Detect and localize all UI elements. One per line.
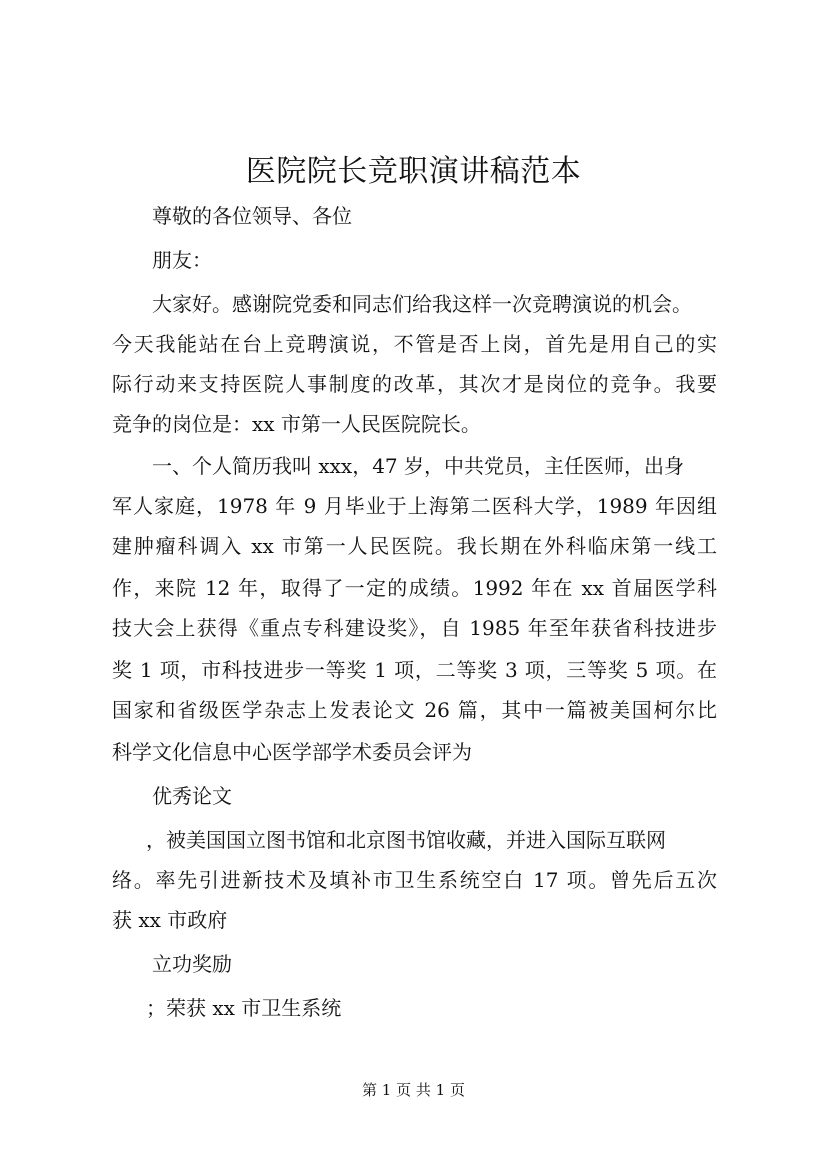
paragraph-line: 作，来院 12 年，取得了一定的成绩。1992 年在 xx 首届医学科 — [112, 576, 717, 600]
paragraph-line: 一、个人简历我叫 xxx，47 岁，中共党员，主任医师，出身 — [152, 454, 685, 478]
page-footer: 第 1 页 共 1 页 — [362, 1081, 465, 1099]
paragraph-line: 技大会上获得《重点专科建设奖》，自 1985 年至年获省科技进步 — [112, 616, 717, 640]
paragraph-line: 大家好。感谢院党委和同志们给我这样一次竞聘演说的机会。 — [152, 292, 692, 316]
paragraph-line: 国家和省级医学杂志上发表论文 26 篇，其中一篇被美国柯尔比 — [112, 698, 717, 722]
line-salutation-1: 尊敬的各位领导、各位 — [152, 204, 352, 228]
paragraph-line: 优秀论文 — [152, 784, 232, 808]
document-title: 医院院长竞职演讲稿范本 — [245, 154, 582, 189]
paragraph-line: 际行动来支持医院人事制度的改革，其次才是岗位的竞争。我要 — [112, 372, 717, 396]
paragraph-line: 军人家庭，1978 年 9 月毕业于上海第二医科大学，1989 年因组 — [112, 494, 717, 518]
paragraph-line: 科学文化信息中心医学部学术委员会评为 — [112, 740, 472, 764]
paragraph-line: 竞争的岗位是：xx 市第一人民医院院长。 — [112, 412, 481, 436]
line-salutation-2: 朋友： — [152, 248, 212, 272]
paragraph-line: 络。率先引进新技术及填补市卫生系统空白 17 项。曾先后五次 — [112, 868, 717, 892]
paragraph-line: 立功奖励 — [152, 952, 232, 976]
paragraph-line: ；荣获 xx 市卫生系统 — [146, 996, 342, 1020]
paragraph-line: 奖 1 项，市科技进步一等奖 1 项，二等奖 3 项，三等奖 5 项。在 — [112, 658, 717, 682]
paragraph-line: 今天我能站在台上竞聘演说，不管是否上岗，首先是用自己的实 — [112, 332, 717, 356]
paragraph-line: ，被美国国立图书馆和北京图书馆收藏，并进入国际互联网 — [146, 828, 666, 852]
paragraph-line: 建肿瘤科调入 xx 市第一人民医院。我长期在外科临床第一线工 — [112, 534, 717, 558]
paragraph-line: 获 xx 市政府 — [112, 908, 228, 932]
